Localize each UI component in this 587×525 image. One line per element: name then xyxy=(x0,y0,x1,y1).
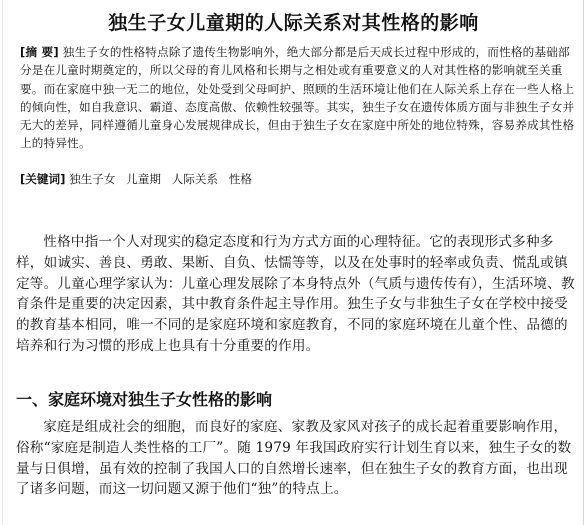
keyword: 独生子女 xyxy=(69,172,116,186)
abstract-label: [摘 要] xyxy=(20,45,59,59)
abstract-block xyxy=(20,43,576,153)
page-right-edge xyxy=(583,0,584,525)
keyword: 人际关系 xyxy=(171,172,219,186)
keyword: 儿童期 xyxy=(126,172,161,186)
body-paragraph-1: 性格中指一个人对现实的稳定态度和行为方式方面的心理特征。它的表现形式多种多样，如诚实、善良、勇敢、果断、自负、怯懦等等，以及在处事时的轻率或负责、慌乱或镇定等。儿童心理学家认为：儿童心理发展除了本身特点外（气质与遗传传有），生活环境、教育条件是重要的决定因素，其中教育条件起主导作用。独生子女与非独生子女在学校中接受的教育基本相同，唯一不同的是家庭环境和家庭教育，不同的家庭环境在儿童个性、品德的培养和行为习惯的形成上也具有十分重要的作用。 xyxy=(16,234,575,354)
body-paragraph-2: 家庭是组成社会的细胞，而良好的家庭、家教及家风对孩子的成长起着重要影响作用，俗称“家庭是制造人类性格的工厂”。随 1979 年我国政府实行计划生育以来，独生子女的数量与日俱增，虽有效的控制了我国人口的自然增长速率，但在独生子女的教育方面，也出现了诸多问题，而这一切问题又源于他们“独”的特点上。 xyxy=(16,419,572,498)
section-heading: 一、家庭环境对独生子女性格的影响 xyxy=(16,390,273,409)
keywords-label: [关键词] xyxy=(20,172,66,186)
abstract-text: 独生子女的性格特点除了遗传生物影响外，绝大部分都是后天成长过程中形成的，而性格的基础部分是在儿童时期奠定的，所以父母的育儿风格和长期与之相处或有重要意义的人对其性格的影响就至关重要。而在家庭中独一无二的地位，处处受到父母呵护、照顾的生活环境让他们在人际关系上存在一些人格上的倾向性，如自我意识、霸道、态度高傲、依赖性较强等。其实，独生子女在遗传体质方面与非独生子女并无大的差异，同样遵循儿童身心发展规律成长，但由于独生子女在家庭中所处的地位特殊，容易养成其性格上的特异性。 xyxy=(20,45,575,151)
keyword: 性格 xyxy=(228,172,252,186)
document-title: 独生子女儿童期的人际关系对其性格的影响 xyxy=(108,12,479,34)
keywords-block xyxy=(20,170,576,188)
page-left-edge xyxy=(2,0,3,525)
